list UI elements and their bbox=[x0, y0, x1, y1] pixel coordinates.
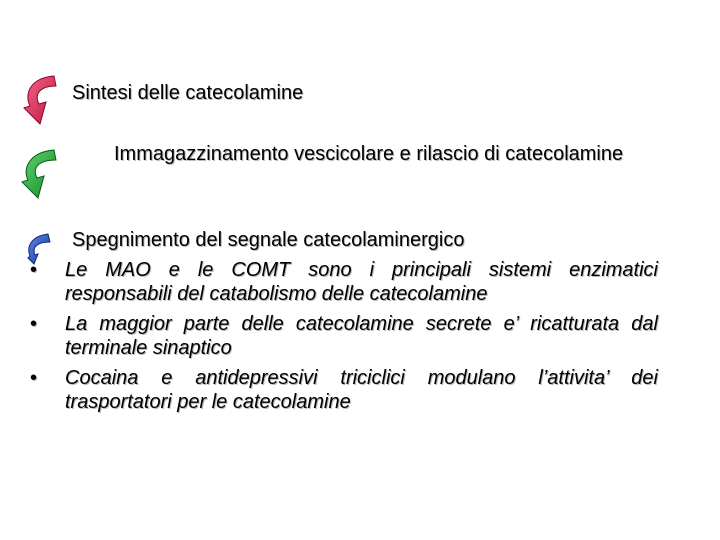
section-heading-spegnimento: Spegnimento del segnale catecolaminergico bbox=[72, 229, 465, 251]
bullet-text: Le MAO e le COMT sono i principali sistemi enzimatici responsabili del catabolismo delle catecolamine bbox=[65, 259, 658, 305]
bullet-symbol: • bbox=[30, 313, 38, 335]
section-heading-immagazzinamento bbox=[64, 143, 654, 165]
list-item bbox=[30, 366, 658, 414]
bullet-list bbox=[30, 258, 658, 420]
list-item bbox=[30, 258, 658, 306]
bullet-text: Cocaina e antidepressivi triciclici modulano l’attivita’ dei trasportatori per le catecolamine bbox=[65, 367, 658, 413]
curved-arrow-icon bbox=[18, 146, 60, 202]
bullet-symbol: • bbox=[30, 367, 38, 389]
section-heading-sintesi: Sintesi delle catecolamine bbox=[72, 82, 304, 104]
curved-arrow-icon bbox=[20, 72, 60, 128]
list-item bbox=[30, 312, 658, 360]
bullet-text: La maggior parte delle catecolamine secrete e’ ricatturata dal terminale sinaptico bbox=[65, 313, 658, 359]
bullet-symbol: • bbox=[30, 259, 38, 281]
section-heading-text: Immagazzinamento vescicolare e rilascio di catecolamine bbox=[114, 143, 624, 165]
